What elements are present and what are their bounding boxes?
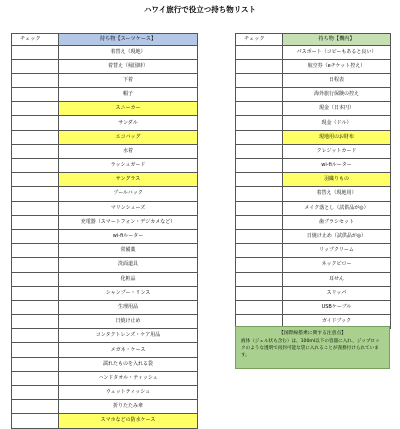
check-cell[interactable] — [236, 272, 283, 286]
item-label: メガネ・ケース — [59, 343, 198, 357]
check-cell[interactable] — [236, 201, 283, 215]
item-label: ガイドブック — [283, 315, 391, 329]
table-row — [12, 386, 198, 400]
item-label: サングラス — [59, 173, 198, 187]
table-header-row — [12, 34, 198, 46]
check-cell[interactable] — [12, 215, 59, 229]
check-cell[interactable] — [236, 73, 283, 87]
check-cell[interactable] — [12, 201, 59, 215]
check-cell[interactable] — [236, 45, 283, 59]
table-row — [12, 73, 198, 87]
item-label: クレジットカード — [283, 144, 391, 158]
item-label: 現地用のお財布 — [283, 130, 391, 144]
item-label: コンタクトレンズ・ケア用品 — [59, 329, 198, 343]
item-label: 日焼け止め — [59, 315, 198, 329]
item-label: ハンドタオル・ティッシュ — [59, 371, 198, 385]
check-cell[interactable] — [12, 315, 59, 329]
table-row — [236, 244, 391, 258]
cabin-checklist-table — [235, 33, 391, 329]
table-row — [12, 315, 198, 329]
check-column-header: チェック — [236, 34, 283, 46]
check-cell[interactable] — [236, 116, 283, 130]
table-row — [236, 215, 391, 229]
check-cell[interactable] — [12, 102, 59, 116]
check-cell[interactable] — [12, 187, 59, 201]
item-label: 羽織りもの — [283, 173, 391, 187]
check-cell[interactable] — [12, 159, 59, 173]
check-cell[interactable] — [12, 329, 59, 343]
suitcase-checklist-table — [11, 33, 198, 429]
check-cell[interactable] — [12, 357, 59, 371]
item-label: 洗面道具 — [59, 258, 198, 272]
table-row — [12, 329, 198, 343]
liquid-rules-note — [235, 326, 390, 369]
check-cell[interactable] — [12, 173, 59, 187]
check-cell[interactable] — [236, 130, 283, 144]
item-label: 折りたたみ傘 — [59, 400, 198, 414]
check-column-header: チェック — [12, 34, 59, 46]
check-cell[interactable] — [12, 286, 59, 300]
check-cell[interactable] — [236, 173, 283, 187]
item-label: 帽子 — [59, 88, 198, 102]
check-cell[interactable] — [12, 73, 59, 87]
table-row — [236, 116, 391, 130]
check-cell[interactable] — [12, 116, 59, 130]
item-label: エコバッグ — [59, 130, 198, 144]
table-header-row — [236, 34, 391, 46]
table-row — [12, 102, 198, 116]
table-row — [12, 400, 198, 414]
suitcase-items-header: 持ち物【スーツケース】 — [59, 34, 198, 46]
table-row — [12, 357, 198, 371]
item-label: 着替え（現地用） — [283, 187, 391, 201]
check-cell[interactable] — [12, 414, 59, 428]
table-row — [236, 73, 391, 87]
check-cell[interactable] — [12, 400, 59, 414]
item-label: サンダル — [59, 116, 198, 130]
table-row — [12, 45, 198, 59]
note-title: 【国際線搭乗に関する注意点】 — [278, 331, 347, 336]
table-row — [236, 88, 391, 102]
table-row — [12, 371, 198, 385]
item-label: 化粧品 — [59, 272, 198, 286]
table-row — [12, 116, 198, 130]
item-label: USBケーブル — [283, 300, 391, 314]
check-cell[interactable] — [236, 258, 283, 272]
item-label: 着替え（現地） — [59, 45, 198, 59]
table-row — [236, 45, 391, 59]
cabin-items-header: 持ち物【機内】 — [283, 34, 391, 46]
item-label: リップクリーム — [283, 244, 391, 258]
item-label: wi-fiルーター — [283, 159, 391, 173]
item-label: プールバック — [59, 187, 198, 201]
check-cell[interactable] — [236, 144, 283, 158]
check-cell[interactable] — [12, 343, 59, 357]
item-label: 生理用品 — [59, 300, 198, 314]
table-row — [12, 272, 198, 286]
table-row — [236, 130, 391, 144]
check-cell[interactable] — [12, 272, 59, 286]
check-cell[interactable] — [236, 229, 283, 243]
check-cell[interactable] — [12, 45, 59, 59]
check-cell[interactable] — [12, 386, 59, 400]
item-label: 濡れたものを入れる袋 — [59, 357, 198, 371]
table-row — [12, 173, 198, 187]
check-cell[interactable] — [12, 144, 59, 158]
table-row — [12, 229, 198, 243]
table-row — [12, 215, 198, 229]
table-row — [236, 144, 391, 158]
table-row — [12, 343, 198, 357]
table-row — [236, 159, 391, 173]
table-row — [12, 300, 198, 314]
page-title: ハワイ旅行で役立つ持ち物リスト — [143, 5, 257, 14]
table-row — [236, 272, 391, 286]
table-row — [12, 159, 198, 173]
check-cell[interactable] — [236, 187, 283, 201]
item-label: 海外旅行保険の控え — [283, 88, 391, 102]
item-label: スニーカー — [59, 102, 198, 116]
check-cell[interactable] — [236, 159, 283, 173]
table-row — [12, 414, 198, 428]
item-label: 日程表 — [283, 73, 391, 87]
table-row — [12, 258, 198, 272]
table-row — [236, 201, 391, 215]
table-row — [236, 286, 391, 300]
table-row — [12, 244, 198, 258]
table-row — [12, 88, 198, 102]
table-row — [236, 300, 391, 314]
table-row — [236, 173, 391, 187]
item-label: 航空券（eチケット控え） — [283, 59, 391, 73]
check-cell[interactable] — [12, 130, 59, 144]
item-label: ラッシュガード — [59, 159, 198, 173]
item-label: 耳せん — [283, 272, 391, 286]
item-label: マリンシューズ — [59, 201, 198, 215]
item-label: パスポート（コピーもあると良い） — [283, 45, 391, 59]
item-label: 下着 — [59, 73, 198, 87]
check-cell[interactable] — [236, 286, 283, 300]
note-body: 液体（ジェル状も含む）は、100ml以下の容器に入れ、ジップロックのような透明で再封可能な袋に入れることが義務付けられています。 — [241, 339, 380, 359]
check-cell[interactable] — [12, 258, 59, 272]
item-label: ネックピロー — [283, 258, 391, 272]
item-label: wi-fiルーター — [59, 229, 198, 243]
table-row — [236, 258, 391, 272]
table-row — [12, 59, 198, 73]
item-label: 常備薬 — [59, 244, 198, 258]
table-row — [12, 144, 198, 158]
item-label: ウェットティッシュ — [59, 386, 198, 400]
table-row — [236, 229, 391, 243]
check-cell[interactable] — [236, 88, 283, 102]
table-row — [12, 187, 198, 201]
check-cell[interactable] — [12, 244, 59, 258]
check-cell[interactable] — [12, 88, 59, 102]
item-label: 現金（ドル） — [283, 116, 391, 130]
check-cell[interactable] — [12, 229, 59, 243]
table-row — [12, 286, 198, 300]
check-cell[interactable] — [236, 215, 283, 229]
item-label: メイク落とし（試供品が◎） — [283, 201, 391, 215]
check-cell[interactable] — [12, 59, 59, 73]
item-label: スマホなどの防水ケース — [59, 414, 198, 428]
table-row — [236, 59, 391, 73]
item-label: スリッパ — [283, 286, 391, 300]
check-cell[interactable] — [236, 244, 283, 258]
check-cell[interactable] — [236, 300, 283, 314]
item-label: 着替え（帰国時） — [59, 59, 198, 73]
item-label: 現金（日本円） — [283, 102, 391, 116]
item-label: シャンプー・リンス — [59, 286, 198, 300]
item-label: 水着 — [59, 144, 198, 158]
item-label: 歯ブラシセット — [283, 215, 391, 229]
table-row — [12, 130, 198, 144]
check-cell[interactable] — [236, 102, 283, 116]
item-label: 日焼け止め（試供品が◎） — [283, 229, 391, 243]
table-row — [236, 187, 391, 201]
check-cell[interactable] — [236, 59, 283, 73]
table-row — [236, 102, 391, 116]
table-row — [12, 201, 198, 215]
check-cell[interactable] — [12, 300, 59, 314]
item-label: 充電器（スマートフォン・デジカメなど） — [59, 215, 198, 229]
check-cell[interactable] — [12, 371, 59, 385]
